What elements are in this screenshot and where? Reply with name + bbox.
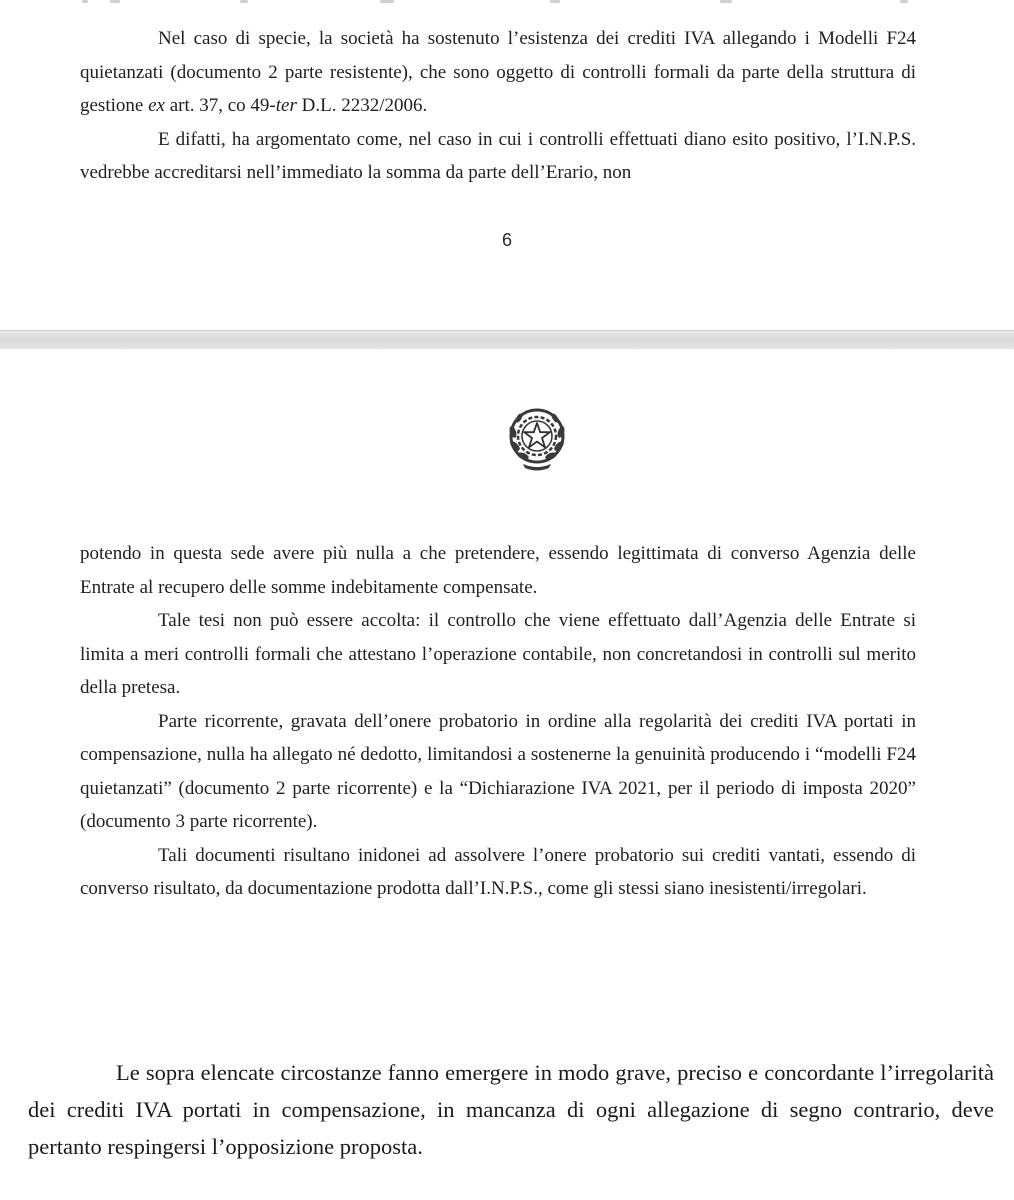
page-6-body	[80, 22, 916, 190]
text-line: vantati, essendo di converso risultato, da documentazione prodotta dall’I.N.P.S., come gli	[80, 844, 916, 899]
text-line: allegazione di segno contrario, deve pertanto respingersi l’opposizione proposta.	[28, 1097, 995, 1159]
text-line: Modelli F24 quietanzati (documento 2 parte resistente), che sono oggetto di controlli	[80, 28, 917, 83]
text-line: Le sopra elencate circostanze fanno emergere in modo grave, preciso e	[116, 1060, 759, 1085]
cropped-line-remnants	[80, 0, 940, 8]
text-line: formali da parte della struttura di gestione ex art. 37, co 49-ter D.L. 2232/2006.	[80, 61, 916, 116]
text-line: positivo, l’I.N.P.S. vedrebbe accreditarsi nell’immediato la somma da parte dell’Erario, non	[80, 128, 917, 183]
text-line: E difatti, ha argomentato come, nel caso in cui i controlli effettuati diano esito	[158, 128, 769, 150]
document-page-6	[0, 0, 1014, 330]
paragraph	[28, 1054, 994, 1165]
text-line: “Dichiarazione IVA 2021, per il periodo di imposta 2020” (documento 3 parte ricorrente).	[80, 777, 916, 832]
text-line: genuinità producendo i “modelli F24 quietanzati” (documento 2 parte ricorrente) e la	[80, 744, 916, 799]
text-line: Tali documenti risultano inidonei ad assolvere l’onere probatorio sui crediti	[158, 844, 761, 866]
page-number: 6	[501, 230, 512, 250]
conclusion-text	[28, 1054, 994, 1165]
paragraph	[80, 705, 916, 839]
text-line: Tale tesi non può essere accolta: il controllo che viene effettuato dall’Agenzia delle	[158, 610, 833, 631]
italian-republic-emblem-icon	[501, 402, 573, 474]
text-line: stessi siano inesistenti/irregolari.	[618, 878, 867, 899]
text-line: IVA portati in compensazione, nulla ha allegato né dedotto, limitandosi a sostenerne la	[80, 710, 917, 765]
italic-word: ex	[148, 95, 165, 116]
page-7-body	[80, 537, 916, 906]
text-line: Entrate si limita a meri controlli formali che attestano l’operazione contabile, non	[80, 610, 916, 665]
text-line: Agenzia delle Entrate al recupero delle somme indebitamente compensate.	[80, 543, 916, 598]
paragraph	[80, 123, 916, 190]
paragraph	[80, 537, 916, 604]
paragraph	[80, 22, 916, 123]
text-line: concordante l’irregolarità dei crediti IVA portati in compensazione, in mancanza di ogni	[28, 1060, 994, 1122]
page-separator	[0, 330, 1014, 350]
paragraph	[80, 604, 916, 705]
text-line: Nel caso di specie, la società ha sostenuto l’esistenza dei crediti IVA allegando i	[158, 28, 810, 49]
text-line: potendo in questa sede avere più nulla a che pretendere, essendo legittimata di converso	[80, 543, 800, 564]
paragraph	[80, 839, 916, 906]
italic-word: ter	[275, 95, 297, 116]
text-line: Parte ricorrente, gravata dell’onere probatorio in ordine alla regolarità dei crediti	[158, 710, 799, 732]
text-line: concretandosi in controlli sul merito della pretesa.	[80, 643, 917, 698]
